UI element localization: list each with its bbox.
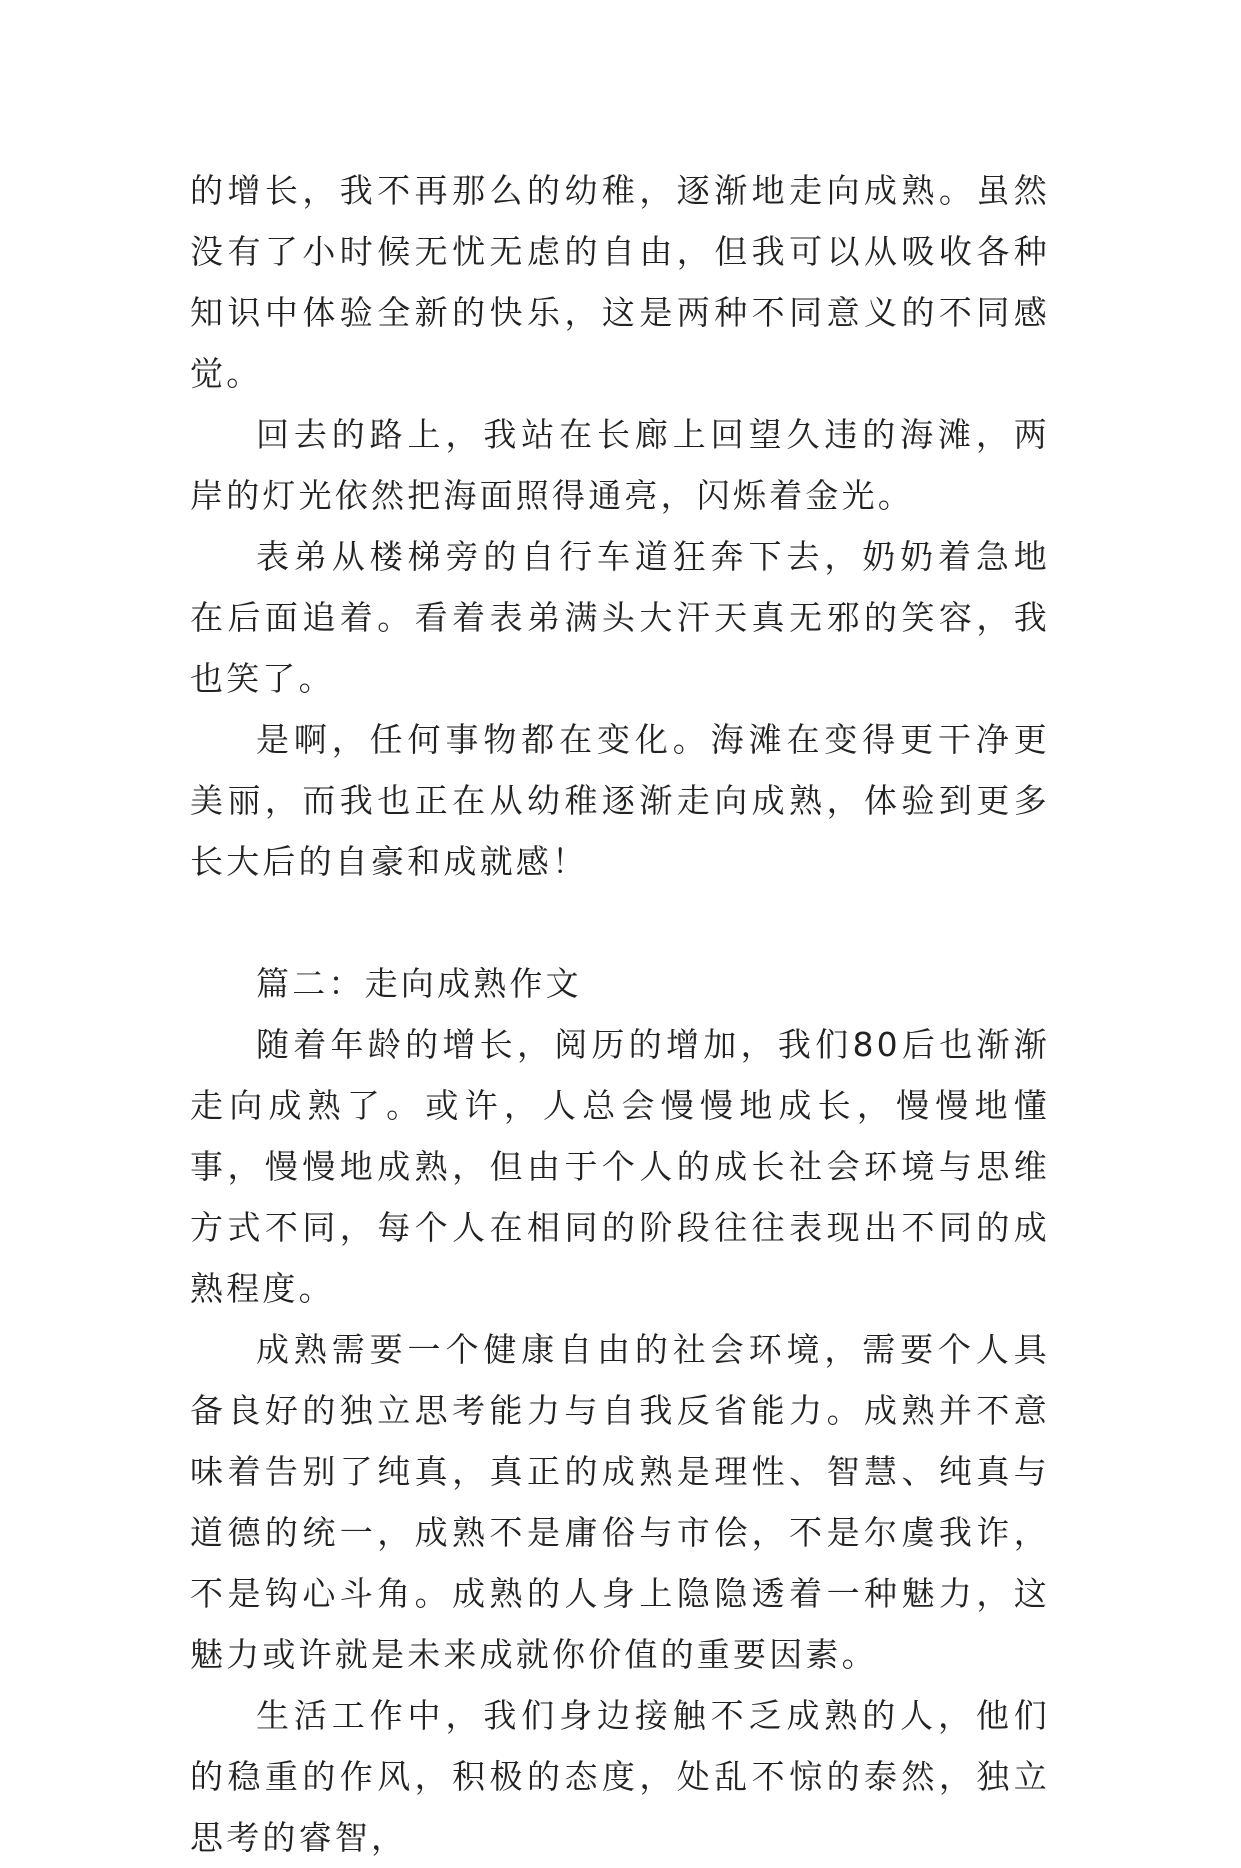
paragraph: 表弟从楼梯旁的自行车道狂奔下去，奶奶着急地在后面追着。看着表弟满头大汗天真无邪的笑容，我也笑了。 — [190, 537, 1050, 698]
paragraph: 成熟需要一个健康自由的社会环境，需要个人具备良好的独立思考能力与自我反省能力。成熟并不意味着告别了纯真，真正的成熟是理性、智慧、纯真与道德的统一，成熟不是庸俗与市侩，不是尔虞我诈，不是钩心斗角。成熟的人身上隐隐透着一种魅力，这魅力或许就是未来成就你价值的重要因素。 — [190, 1330, 1050, 1674]
section-gap — [190, 892, 1050, 953]
paragraph: 生活工作中，我们身边接触不乏成熟的人，他们的稳重的作风，积极的态度，处乱不惊的泰然，独立思考的睿智， — [190, 1696, 1050, 1857]
paragraph: 是啊，任何事物都在变化。海滩在变得更干净更美丽，而我也正在从幼稚逐渐走向成熟，体验到更多长大后的自豪和成就感！ — [190, 720, 1050, 881]
section-heading: 篇二：走向成熟作文 — [256, 964, 582, 1003]
document-body — [190, 160, 1050, 1868]
paragraph-continuation: 的增长，我不再那么的幼稚，逐渐地走向成熟。虽然没有了小时候无忧无虑的自由，但我可以从吸收各种知识中体验全新的快乐，这是两种不同意义的不同感觉。 — [190, 171, 1050, 393]
paragraph: 回去的路上，我站在长廊上回望久违的海滩，两岸的灯光依然把海面照得通亮，闪烁着金光。 — [190, 415, 1050, 515]
paragraph: 随着年龄的增长，阅历的增加，我们80后也渐渐走向成熟了。或许，人总会慢慢地成长，慢慢地懂事，慢慢地成熟，但由于个人的成长社会环境与思维方式不同，每个人在相同的阶段往往表现出不同的成熟程度。 — [190, 1025, 1050, 1308]
